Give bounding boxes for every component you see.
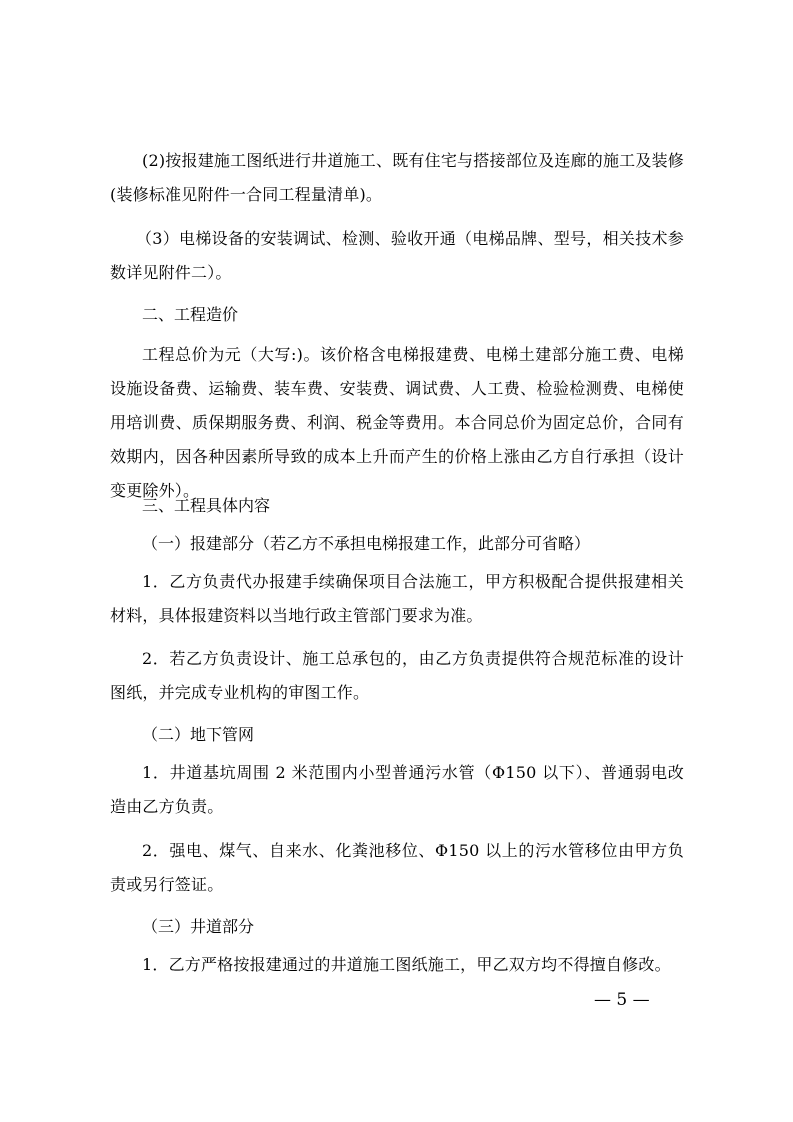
paragraph-shaft-1: 1．乙方严格按报建通过的井道施工图纸施工，甲乙双方均不得擅自修改。 [142, 955, 671, 974]
paragraph-total-price: 工程总价为元（大写:)。该价格含电梯报建费、电梯土建部分施工费、电梯设施设备费、运输费、装车费、安装费、调试费、人工费、检验检测费、电梯使用培训费、质保期服务费、利润、税金等费用。本合同总价为固定总价，合同有效期内，因各种因素所导致的成本上升而产生的价格上涨由乙方自行承担（设计变更除外）。 [110, 345, 684, 500]
paragraph-pipeline-2: 2．强电、煤气、自来水、化粪池移位、Φ150 以上的污水管移位由甲方负责或另行签证。 [110, 841, 684, 894]
paragraph-pipeline-1: 1．井道基坑周围 2 米范围内小型普通污水管（Φ150 以下）、普通弱电改造由乙方负责。 [110, 763, 684, 816]
page-number: — 5 — [594, 990, 650, 1010]
paragraph-permit-2: 2．若乙方负责设计、施工总承包的，由乙方负责提供符合规范标准的设计图纸，并完成专业机构的审图工作。 [110, 649, 684, 702]
subsection-heading-pipeline: （二）地下管网 [142, 725, 255, 744]
section-heading-content: 三、工程具体内容 [142, 496, 271, 515]
paragraph-permit-1: 1．乙方负责代办报建手续确保项目合法施工，甲方积极配合提供报建相关材料，具体报建资料以当地行政主管部门要求为准。 [110, 572, 684, 625]
subsection-heading-permit: （一）报建部分（若乙方不承担电梯报建工作，此部分可省略） [142, 534, 591, 553]
section-heading-price: 二、工程造价 [142, 305, 239, 324]
paragraph-scope-elevator-install: （3）电梯设备的安装调试、检测、验收开通（电梯品牌、型号，相关技术参数详见附件二）。 [110, 229, 684, 282]
paragraph-scope-construction: (2)按报建施工图纸进行井道施工、既有住宅与搭接部位及连廊的施工及装修(装修标准见附件一合同工程量清单)。 [110, 151, 684, 204]
subsection-heading-shaft: （三）井道部分 [142, 917, 255, 936]
